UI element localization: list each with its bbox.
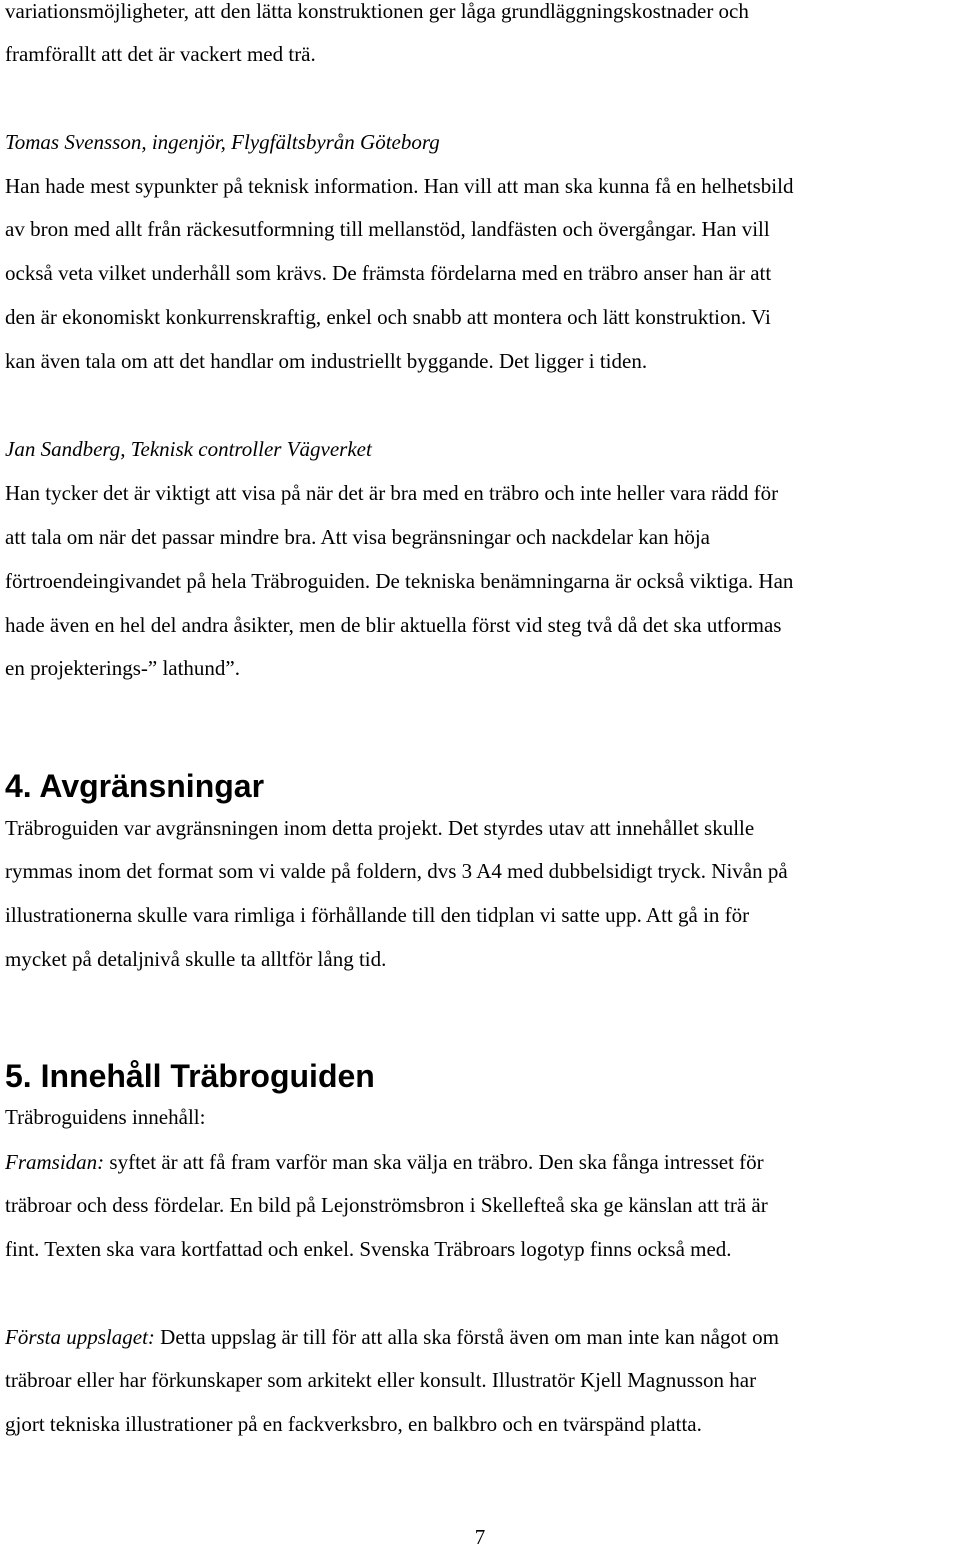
tomas-line-1: Han hade mest sypunkter på teknisk information. Han vill att man ska kunna få en helhetsbild [5,174,794,198]
forsta-line-3: gjort tekniska illustrationer på en fackverksbro, en balkbro och en tvärspänd platta. [5,1412,702,1436]
intro-line-1: variationsmöjligheter, att den lätta konstruktionen ger låga grundläggningskostnader och [5,0,749,23]
jan-heading: Jan Sandberg, Teknisk controller Vägverket [5,437,372,461]
framsidan-text: syftet är att få fram varför man ska välja en träbro. Den ska fånga intresset för [104,1150,764,1174]
jan-line-5: en projekterings-” lathund”. [5,656,240,680]
section-5-heading: 5. Innehåll Träbroguiden [5,1058,375,1094]
section-5-intro: Träbroguidens innehåll: [5,1105,206,1129]
forsta-label: Första uppslaget: [5,1325,155,1349]
section-4-line-2: rymmas inom det format som vi valde på foldern, dvs 3 A4 med dubbelsidigt tryck. Nivån på [5,859,788,883]
forsta-text: Detta uppslag är till för att alla ska förstå även om man inte kan något om [154,1325,779,1349]
jan-line-2: att tala om när det passar mindre bra. Att visa begränsningar och nackdelar kan höja [5,525,710,549]
forsta-line-2: träbroar eller har förkunskaper som arkitekt eller konsult. Illustratör Kjell Magnusson har [5,1368,757,1392]
framsidan-line-2: träbroar och dess fördelar. En bild på Lejonströmsbron i Skellefteå ska ge känslan att trä är [5,1193,768,1217]
framsidan-label: Framsidan: [5,1150,105,1174]
tomas-line-3: också veta vilket underhåll som krävs. De främsta fördelarna med en träbro anser han är att [5,261,772,285]
forsta-line-1 [5,1324,779,1350]
tomas-line-5: kan även tala om att det handlar om industriellt byggande. Det ligger i tiden. [5,349,648,373]
section-4-line-4: mycket på detaljnivå skulle ta alltför lång tid. [5,947,387,971]
jan-line-4: hade även en hel del andra åsikter, men de blir aktuella först vid steg två då det ska utformas [5,613,782,637]
section-4-line-3: illustrationerna skulle vara rimliga i förhållande till den tidplan vi satte upp. Att gå in för [5,903,750,927]
tomas-line-4: den är ekonomiskt konkurrenskraftig, enkel och snabb att montera och lätt konstruktion. Vi [5,305,771,329]
framsidan-line-3: fint. Texten ska vara kortfattad och enkel. Svenska Träbroars logotyp finns också med. [5,1237,732,1261]
jan-line-3: förtroendeingivandet på hela Träbroguiden. De tekniska benämningarna är också viktiga. Han [5,569,794,593]
framsidan-line-1 [5,1149,764,1175]
jan-line-1: Han tycker det är viktigt att visa på när det är bra med en träbro och inte heller vara rädd för [5,481,779,505]
section-4-heading: 4. Avgränsningar [5,768,265,804]
tomas-heading: Tomas Svensson, ingenjör, Flygfältsbyrån Göteborg [5,130,440,154]
section-4-line-1: Träbroguiden var avgränsningen inom detta projekt. Det styrdes utav att innehållet skulle [5,816,755,840]
page-number: 7 [474,1525,486,1549]
intro-line-2: framförallt att det är vackert med trä. [5,42,316,66]
tomas-line-2: av bron med allt från räckesutformning till mellanstöd, landfästen och övergångar. Han vill [5,217,770,241]
